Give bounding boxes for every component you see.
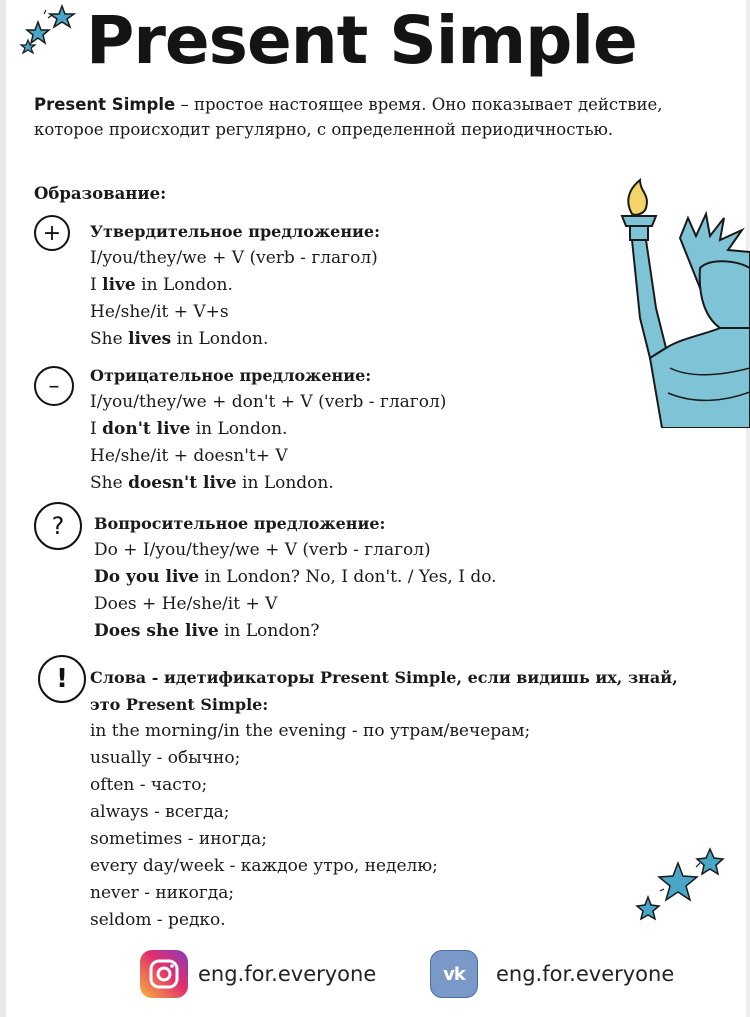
- marker-item: never - никогда;: [90, 883, 235, 903]
- marker-item: seldom - редко.: [90, 910, 226, 930]
- affirmative-heading: Утвердительное предложение:: [90, 222, 380, 241]
- question-example-2: Does she live in London?: [94, 621, 320, 641]
- exclamation-icon: !: [38, 655, 86, 703]
- marker-item: usually - обычно;: [90, 748, 241, 768]
- instagram-icon: [140, 950, 188, 998]
- stars-decoration-top: [18, 4, 78, 54]
- vk-handle: eng.for.everyone: [496, 962, 675, 986]
- question-heading: Вопросительное предложение:: [94, 514, 386, 533]
- question-section: [94, 510, 497, 645]
- instagram-link[interactable]: [140, 950, 376, 998]
- marker-item: sometimes - иногда;: [90, 829, 267, 849]
- markers-heading-line-1: Слова - идетификаторы Present Simple, если видишь их, знай,: [90, 668, 678, 687]
- star-icon: [659, 863, 697, 900]
- page-right-edge: [746, 0, 750, 1017]
- marker-item: every day/week - каждое утро, неделю;: [90, 856, 438, 876]
- star-icon: [50, 6, 74, 27]
- question-example-1: Do you live in London? No, I don't. / Yes, I do.: [94, 567, 497, 587]
- marker-item: in the morning/in the evening - по утрам/вечерам;: [90, 721, 531, 741]
- stars-decoration-bottom: [630, 845, 725, 930]
- formation-label: Образование:: [34, 184, 167, 203]
- question-formula-third-person: Does + He/she/it + V: [94, 594, 278, 614]
- minus-icon: –: [34, 366, 74, 406]
- intro-text: – простое настоящее время. Оно показывает действие, которое происходит регулярно, с определенной периодичностью.: [34, 95, 663, 139]
- star-icon: [27, 22, 49, 43]
- vk-icon: vk: [430, 950, 478, 998]
- affirmative-example-1: I live in London.: [90, 275, 233, 295]
- plus-icon: +: [34, 215, 70, 251]
- marker-item: often - часто;: [90, 775, 208, 795]
- marker-item: always - всегда;: [90, 802, 230, 822]
- negative-formula: I/you/they/we + don't + V (verb - глагол): [90, 392, 447, 412]
- star-icon: [637, 897, 659, 919]
- intro-paragraph: [34, 92, 674, 142]
- intro-term: Present Simple: [34, 95, 176, 114]
- negative-heading: Отрицательное предложение:: [90, 366, 372, 385]
- affirmative-section: [90, 218, 380, 353]
- negative-example-2: She doesn't live in London.: [90, 473, 334, 493]
- markers-section: [90, 664, 678, 934]
- question-icon: ?: [34, 502, 82, 550]
- vk-link[interactable]: [430, 950, 674, 998]
- negative-section: [90, 362, 446, 497]
- page-left-edge: [0, 0, 6, 1017]
- star-icon: [697, 849, 723, 874]
- markers-heading-line-2: это Present Simple:: [90, 695, 269, 714]
- negative-formula-third-person: He/she/it + doesn't+ V: [90, 446, 288, 466]
- page-title: Present Simple: [86, 2, 637, 79]
- affirmative-formula-third-person: He/she/it + V+s: [90, 302, 229, 322]
- negative-example-1: I don't live in London.: [90, 419, 288, 439]
- instagram-handle: eng.for.everyone: [198, 962, 377, 986]
- statue-of-liberty-illustration: [610, 178, 750, 428]
- affirmative-example-2: She lives in London.: [90, 329, 269, 349]
- question-formula: Do + I/you/they/we + V (verb - глагол): [94, 540, 431, 560]
- affirmative-formula: I/you/they/we + V (verb - глагол): [90, 248, 378, 268]
